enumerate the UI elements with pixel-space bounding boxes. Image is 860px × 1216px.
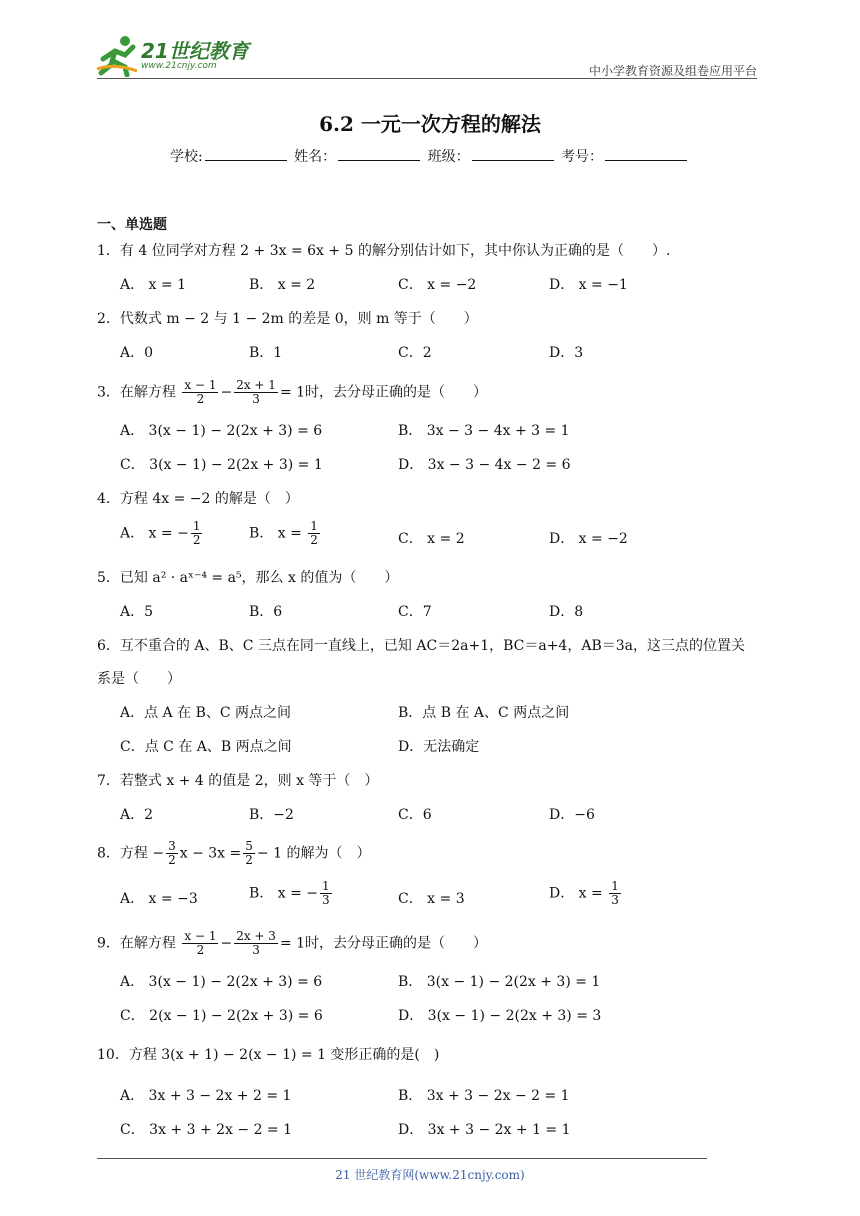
page-title: 6.2 一元一次方程的解法: [319, 112, 541, 136]
option-10d[interactable]: D． 3x + 3 − 2x + 1 = 1: [398, 1122, 571, 1138]
question-6: 6．互不重合的 A、B、C 三点在同一直线上，已知 AC＝2a+1，BC＝a+4，AB＝3a，这三点的位置关: [97, 638, 745, 654]
option-9d[interactable]: D． 3(x − 1) − 2(2x + 3) = 3: [398, 1008, 602, 1024]
option-6a[interactable]: A．点 A 在 B、C 两点之间: [120, 705, 292, 721]
option-3b[interactable]: B． 3x − 3 − 4x + 3 = 1: [398, 423, 570, 439]
option-4a[interactable]: A． x = − $\frac{1}{2}$: [120, 519, 201, 547]
header-divider: [97, 78, 757, 79]
question-4: 4．方程 4x = −2 的解是（ ）: [97, 491, 299, 507]
option-3a[interactable]: A． 3(x − 1) − 2(2x + 3) = 6: [120, 423, 323, 439]
option-2c[interactable]: C．2: [398, 345, 432, 361]
question-2: 2．代数式 m − 2 与 1 − 2m 的差是 0，则 m 等于（ ）: [97, 311, 478, 327]
school-label: 学校:: [169, 149, 203, 165]
exam-no-label: 考号：: [561, 149, 604, 165]
question-1: 1．有 4 位同学对方程 2 + 3x = 6x + 5 的解分别估计如下，其中你认为正确的是（ ）.: [97, 243, 671, 259]
option-8c[interactable]: C． x = 3: [398, 891, 465, 907]
option-7c[interactable]: C．6: [398, 807, 432, 823]
student-info: [0, 146, 860, 166]
footer-divider: [97, 1158, 707, 1159]
option-8b[interactable]: B． x = − $\frac{1}{3}$: [249, 879, 330, 907]
footer-link[interactable]: 21 世纪教育网(www.21cnjy.com): [335, 1168, 525, 1182]
option-6b[interactable]: B．点 B 在 A、C 两点之间: [398, 705, 570, 721]
logo-text: 21世纪教育: [141, 39, 249, 63]
runner-icon: [95, 33, 139, 77]
option-1a[interactable]: A． x = 1: [120, 277, 186, 293]
fraction: $\frac{2x + 1}{3}$: [236, 378, 276, 406]
option-3c[interactable]: C． 3(x − 1) − 2(2x + 3) = 1: [120, 457, 323, 473]
option-7d[interactable]: D．−6: [549, 807, 595, 823]
platform-name: 中小学教育资源及组卷应用平台: [588, 64, 757, 78]
option-4b[interactable]: B． x = $\frac{1}{2}$: [249, 519, 318, 547]
option-2b[interactable]: B．1: [249, 345, 283, 361]
option-7a[interactable]: A．2: [120, 807, 154, 823]
option-4d[interactable]: D． x = −2: [549, 531, 628, 547]
option-5c[interactable]: C．7: [398, 604, 432, 620]
option-10a[interactable]: A． 3x + 3 − 2x + 2 = 1: [120, 1088, 292, 1104]
option-3d[interactable]: D． 3x − 3 − 4x − 2 = 6: [398, 457, 571, 473]
fraction: $\frac{x - 1}{2}$: [184, 378, 217, 406]
class-label: 班级：: [427, 149, 470, 165]
page-header: [0, 0, 860, 80]
exam-no-blank[interactable]: [605, 146, 687, 161]
option-4c[interactable]: C． x = 2: [398, 531, 465, 547]
name-blank[interactable]: [338, 146, 420, 161]
school-blank[interactable]: [205, 146, 287, 161]
option-8a[interactable]: A． x = −3: [120, 891, 198, 907]
option-7b[interactable]: B．−2: [249, 807, 294, 823]
class-blank[interactable]: [472, 146, 554, 161]
option-5a[interactable]: A．5: [120, 604, 154, 620]
section-heading: 一、单选题: [97, 217, 167, 233]
question-5: 5．已知 a² · aˣ⁻⁴ = a⁵，那么 x 的值为（ ）: [97, 570, 399, 586]
option-6d[interactable]: D．无法确定: [398, 739, 480, 755]
name-label: 姓名：: [294, 149, 337, 165]
question-3: 3．在解方程 $\frac{x - 1}{2}$ − $\frac{2x + 1}{3}$ = 1时，去分母正确的是（ ）: [97, 378, 488, 406]
option-9c[interactable]: C． 2(x − 1) − 2(2x + 3) = 6: [120, 1008, 323, 1024]
question-8: 8．方程 − $\frac{3}{2}$ x − 3x = $\frac{5}{2}$ − 1 的解为（ ）: [97, 839, 371, 867]
option-10b[interactable]: B． 3x + 3 − 2x − 2 = 1: [398, 1088, 570, 1104]
option-2d[interactable]: D．3: [549, 345, 584, 361]
logo-url: www.21cnjy.com: [141, 61, 217, 71]
option-1b[interactable]: B． x = 2: [249, 277, 316, 293]
option-10c[interactable]: C． 3x + 3 + 2x − 2 = 1: [120, 1122, 293, 1138]
option-9a[interactable]: A． 3(x − 1) − 2(2x + 3) = 6: [120, 974, 323, 990]
question-9: 9．在解方程 $\frac{x - 1}{2}$ − $\frac{2x + 3}{3}$ = 1时，去分母正确的是（ ）: [97, 929, 488, 957]
option-1c[interactable]: C． x = −2: [398, 277, 477, 293]
site-logo: [95, 33, 260, 77]
question-6-continued: 系是（ ）: [97, 671, 181, 687]
question-10: 10．方程 3(x + 1) − 2(x − 1) = 1 变形正确的是( ): [97, 1047, 440, 1063]
option-5d[interactable]: D．8: [549, 604, 584, 620]
option-6c[interactable]: C．点 C 在 A、B 两点之间: [120, 739, 292, 755]
option-8d[interactable]: D． x = $\frac{1}{3}$: [549, 879, 619, 907]
option-2a[interactable]: A．0: [120, 345, 154, 361]
option-5b[interactable]: B．6: [249, 604, 283, 620]
option-9b[interactable]: B． 3(x − 1) − 2(2x + 3) = 1: [398, 974, 601, 990]
option-1d[interactable]: D． x = −1: [549, 277, 628, 293]
question-7: 7．若整式 x + 4 的值是 2，则 x 等于（ ）: [97, 773, 379, 789]
